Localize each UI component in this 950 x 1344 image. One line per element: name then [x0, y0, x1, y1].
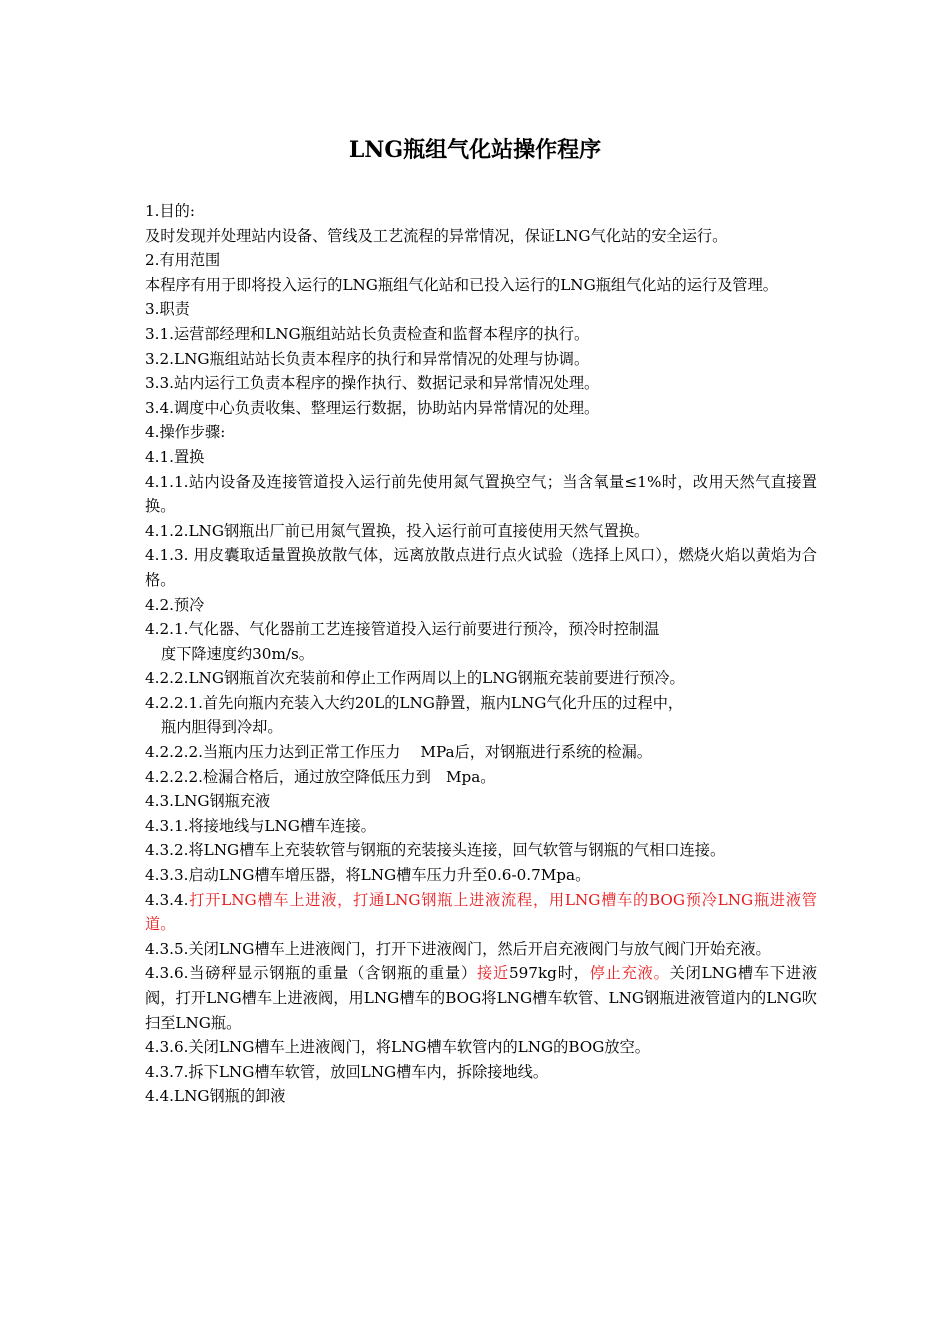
text-segment: 3.2.LNG瓶组站站长负责本程序的执行和异常情况的处理与协调。: [145, 349, 590, 368]
text-segment: 4.3.6.当磅秤显示钢瓶的重量（含钢瓶的重量）: [145, 964, 477, 983]
text-segment: 3.1.运营部经理和LNG瓶组站站长负责检查和监督本程序的执行。: [145, 324, 590, 343]
paragraph: [145, 199, 817, 224]
paragraph: [145, 937, 817, 962]
text-segment: 4.3.5.关闭LNG槽车上进液阀门，打开下进液阀门，然后开启充液阀门与放气阀门开始充液。: [145, 939, 771, 958]
paragraph: [145, 593, 817, 618]
text-segment: 4.4.LNG钢瓶的卸液: [145, 1087, 286, 1106]
text-segment: 4.3.4.: [145, 890, 189, 909]
text-segment: 4.1.置换: [145, 447, 205, 466]
paragraph: [145, 297, 817, 322]
text-segment: 4.3.1.将接地线与LNG槽车连接。: [145, 816, 376, 835]
paragraph: [145, 273, 817, 298]
paragraph: [145, 666, 817, 691]
paragraph: [145, 347, 817, 372]
paragraph: [145, 248, 817, 273]
paragraph: [145, 1035, 817, 1060]
document-title: LNG瓶组气化站操作程序: [348, 137, 602, 163]
text-segment: 3.职责: [145, 300, 190, 319]
text-segment: 4.3.6.关闭LNG槽车上进液阀门，将LNG槽车软管内的LNG的BOG放空。: [145, 1038, 650, 1057]
text-segment: 4.2.1.气化器、气化器前工艺连接管道投入运行前要进行预冷，预冷时控制温: [145, 620, 660, 639]
paragraph: [145, 888, 817, 937]
text-segment: 关闭LNG槽车下进液阀，打开LNG槽车上进液阀，用LNG槽车的BOG将LNG槽车软管、LNG钢瓶进液管道内的LNG吹扫至LNG瓶。: [145, 964, 818, 1032]
paragraph: [145, 961, 817, 1035]
text-segment: 4.3.2.将LNG槽车上充装软管与钢瓶的充装接头连接，回气软管与钢瓶的气相口连接。: [145, 841, 726, 860]
highlighted-text: 停止充液。: [589, 964, 670, 983]
text-segment: 1.目的:: [145, 202, 195, 220]
highlighted-text: 接近: [477, 964, 509, 983]
text-segment: 4.1.2.LNG钢瓶出厂前已用氮气置换，投入运行前可直接使用天然气置换。: [145, 521, 650, 540]
text-segment: 597kg时，: [508, 964, 590, 983]
paragraph: [145, 322, 817, 347]
paragraph: [145, 519, 817, 544]
text-segment: 3.4.调度中心负责收集、整理运行数据，协助站内异常情况的处理。: [145, 398, 600, 417]
text-segment: 及时发现并处理站内设备、管线及工艺流程的异常情况，保证LNG气化站的安全运行。: [145, 226, 728, 245]
continuation-line: 瓶内胆得到冷却。: [161, 718, 283, 737]
paragraph: [145, 543, 817, 592]
text-segment: 4.操作步骤:: [145, 423, 226, 442]
text-segment: 4.3.3.启动LNG槽车增压器，将LNG槽车压力升至0.6-0.7Mpa。: [145, 866, 591, 885]
paragraph: [145, 1060, 817, 1085]
text-segment: 4.2.预冷: [145, 595, 205, 614]
paragraph: [145, 1084, 817, 1109]
highlighted-text: 打开LNG槽车上进液，打通LNG钢瓶上进液流程，用LNG槽车的BOG预冷LNG瓶进液管道。: [145, 890, 817, 934]
paragraph: [145, 863, 817, 888]
paragraph: [145, 396, 817, 421]
document-body: [145, 199, 817, 1109]
paragraph: [145, 420, 817, 445]
text-segment: 4.2.2.2.当瓶内压力达到正常工作压力 MPa后，对钢瓶进行系统的检漏。: [145, 743, 652, 762]
paragraph: [145, 691, 817, 740]
paragraph: [145, 765, 817, 790]
paragraph: [145, 470, 817, 519]
text-segment: 4.2.2.LNG钢瓶首次充装前和停止工作两周以上的LNG钢瓶充装前要进行预冷。: [145, 669, 685, 688]
paragraph: [145, 740, 817, 765]
text-segment: 4.1.3. 用皮囊取适量置换放散气体，远离放散点进行点火试验（选择上风口），燃烧火焰以黄焰为合格。: [145, 546, 817, 589]
continuation-line: 度下降速度约30m/s。: [161, 644, 314, 663]
paragraph: [145, 224, 817, 249]
text-segment: 4.3.LNG钢瓶充液: [145, 792, 271, 811]
paragraph: [145, 838, 817, 863]
text-segment: 4.1.1.站内设备及连接管道投入运行前先使用氮气置换空气；当含氧量≤1%时，改用天然气直接置换。: [145, 472, 817, 516]
text-segment: 3.3.站内运行工负责本程序的操作执行、数据记录和异常情况处理。: [145, 374, 600, 393]
text-segment: 2.有用范围: [145, 251, 221, 270]
paragraph: [145, 789, 817, 814]
paragraph: [145, 814, 817, 839]
paragraph: [145, 371, 817, 396]
text-segment: 4.3.7.拆下LNG槽车软管，放回LNG槽车内，拆除接地线。: [145, 1062, 549, 1081]
text-segment: 本程序有用于即将投入运行的LNG瓶组气化站和已投入运行的LNG瓶组气化站的运行及管理。: [145, 275, 778, 294]
text-segment: 4.2.2.1.首先向瓶内充装入大约20L的LNG静置，瓶内LNG气化升压的过程中，: [145, 693, 684, 712]
paragraph: [145, 445, 817, 470]
paragraph: [145, 617, 817, 666]
text-segment: 4.2.2.2.检漏合格后，通过放空降低压力到 Mpa。: [145, 767, 496, 786]
